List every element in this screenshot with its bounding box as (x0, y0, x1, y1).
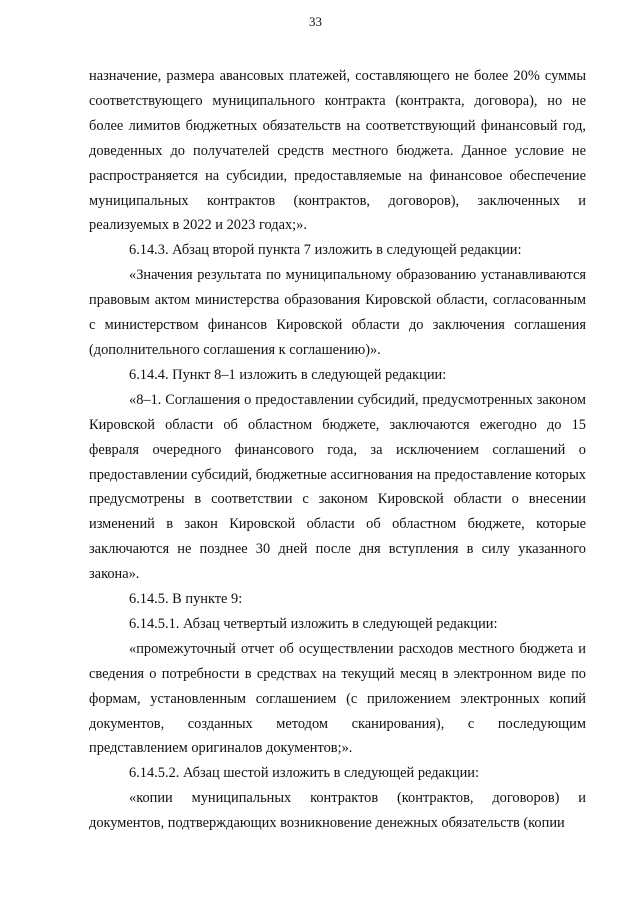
paragraph-6: 6.14.5. В пункте 9: (129, 591, 243, 608)
page-number: 33 (309, 14, 322, 29)
paragraph-3: «Значения результата по муниципальному образованию устанавливаются правовым актом министерства образования Кировской области, согласованным с министерством финансов Кировской области до заключения соглашения (дополнительного соглашения к соглашению)». (89, 267, 586, 358)
document-body (89, 64, 586, 836)
paragraph-5: «8–1. Соглашения о предоставлении субсидий, предусмотренных законом Кировской области об областном бюджете, заключаются ежегодно до 15 февраля очередного финансового года, за исключением соглашений о предоставлении субсидий, бюджетные ассигнования на предоставление которых предусмотрены в соответствии с законом Кировской области о внесении изменений в закон Кировской области об областном бюджете, которые заключаются не позднее 30 дней после дня вступления в силу указанного закона». (89, 391, 586, 583)
paragraph-4: 6.14.4. Пункт 8–1 изложить в следующей редакции: (129, 366, 447, 383)
paragraph-10: «копии муниципальных контрактов (контрактов, договоров) и документов, подтверждающих возникновение денежных обязательств (копии (89, 790, 586, 832)
paragraph-1: назначение, размера авансовых платежей, составляющего не более 20% суммы соответствующего муниципального контракта (контракта, договора), но не более лимитов бюджетных обязательств на соответствующий финансовый год, доведенных до получателей средств местного бюджета. Данное условие не распространяется на субсидии, предоставляемые на финансовое обеспечение муниципальных контрактов (контрактов, договоров), заключенных и реализуемых в 2022 и 2023 годах;». (89, 68, 586, 234)
paragraph-9: 6.14.5.2. Абзац шестой изложить в следующей редакции: (129, 765, 480, 782)
paragraph-8: «промежуточный отчет об осуществлении расходов местного бюджета и сведения о потребности в средствах на текущий месяц в электронном виде по формам, установленным соглашением (с приложением электронных копий документов, созданных методом сканирования), с последующим представлением оригиналов документов;». (89, 640, 586, 757)
paragraph-7: 6.14.5.1. Абзац четвертый изложить в следующей редакции: (129, 615, 498, 632)
paragraph-2: 6.14.3. Абзац второй пункта 7 изложить в следующей редакции: (129, 242, 522, 259)
